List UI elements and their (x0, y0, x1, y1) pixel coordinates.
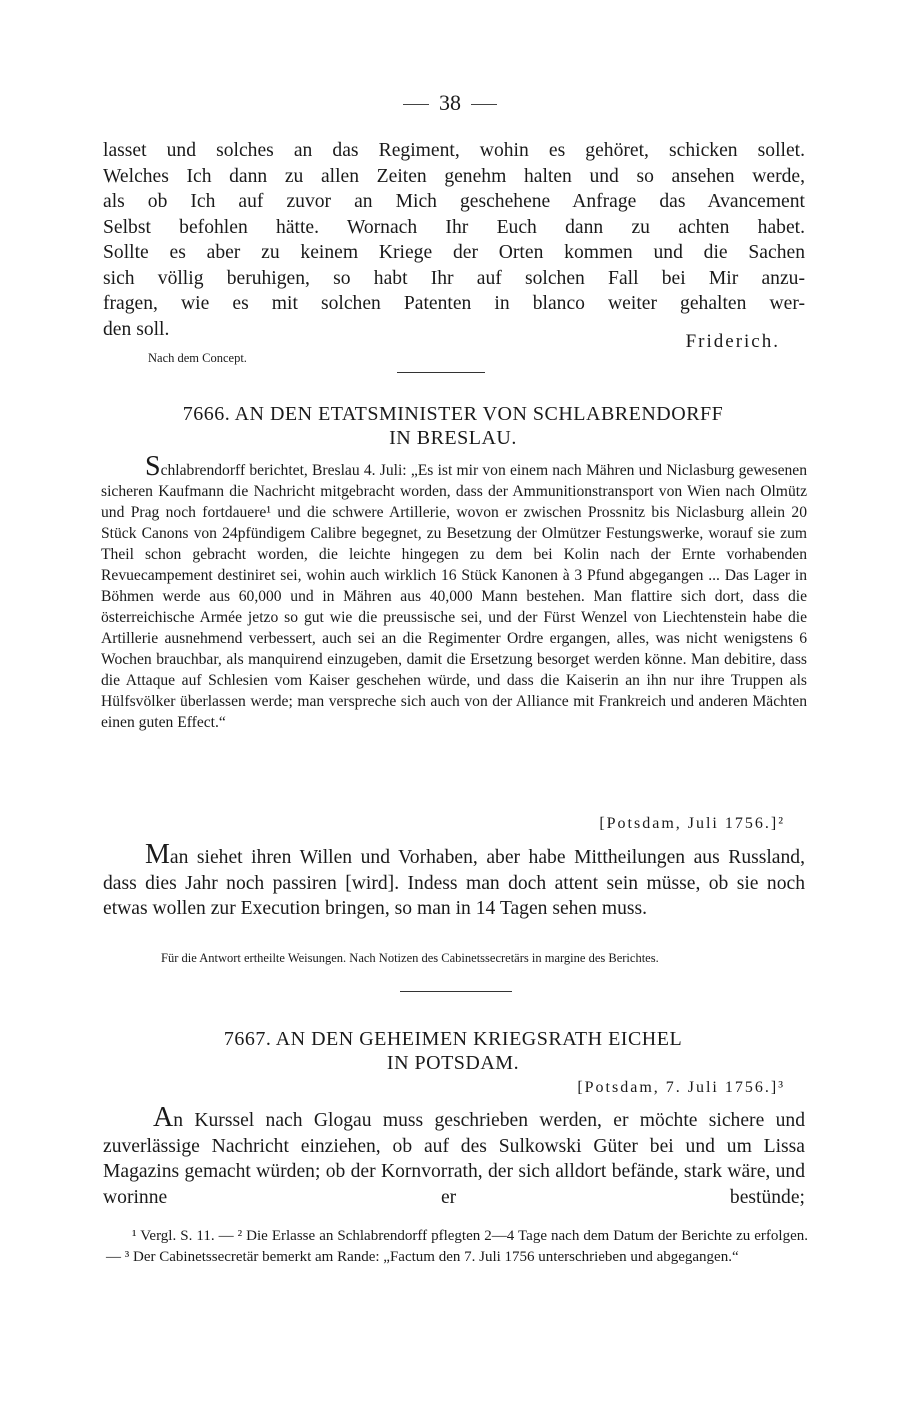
top-letter-line: lasset und solches an das Regiment, wohin es gehöret, schicken sollet. (103, 140, 805, 161)
section-divider (400, 991, 512, 992)
letter-7667-title-line2: IN POTSDAM. (386, 1052, 520, 1074)
source-note: Nach dem Concept. (148, 351, 247, 365)
top-letter-line: Selbst befohlen hätte. Wornach Ihr Euch dann zu achten habet. (103, 216, 805, 238)
top-letter (103, 138, 805, 342)
top-letter-line: fragen, wie es mit solchen Patenten in blanco weiter gehalten wer- (103, 293, 805, 314)
section-divider (397, 372, 485, 373)
page-number: 38 (439, 90, 461, 115)
top-letter-line: sich völlig beruhigen, so habt Ihr auf solchen Fall bei Mir anzu- (103, 267, 805, 289)
letter-7666-body (103, 839, 805, 922)
report-initial: S (145, 451, 161, 482)
top-letter-line: Welches Ich dann zu allen Zeiten genehm halten und so ansehen werde, (103, 165, 805, 187)
letter-7667-text: n Kurssel nach Glogau muss geschrieben werden, er möchte sichere und zuverlässige Nachricht einziehen, ob auf des Sulkowski Güter bei und um Lissa Magazins gemacht würden; ob der Kornvorrath, der sich alldort befände, stark wäre, und worinne er bestünde; (103, 1110, 805, 1208)
report-paragraph (101, 451, 807, 733)
letter-7667-initial: A (153, 1102, 174, 1133)
letter-7666-text: an siehet ihren Willen und Vorhaben, aber habe Mittheilungen aus Russland, dass dies Jahr noch passiren [wird]. Indess man doch attent sein müsse, ob sie noch etwas wollen zur Execution bringen, so man in 14 Tagen sehen muss. (103, 847, 805, 919)
page-number-dash-right (471, 104, 497, 105)
signature: Friderich. (685, 331, 780, 352)
page-number-line (0, 90, 900, 116)
top-letter-line: als ob Ich auf zuvor an Mich geschehene Anfrage das Avancement (103, 191, 805, 212)
letter-7666-title-line2: IN BRESLAU. (389, 427, 517, 449)
letter-7667-paragraph (103, 1102, 805, 1210)
letter-7666-initial: M (145, 839, 170, 870)
footnotes-text: ¹ Vergl. S. 11. — ² Die Erlasse an Schlabrendorff pflegten 2—4 Tage nach dem Datum der Berichte zu erfolgen. — ³ Der Cabinetssecretär bemerkt am Rande: „Factum den 7. Juli 1756 unterschrieben und abgegangen.“ (106, 1228, 808, 1265)
report-text: chlabrendorff berichtet, Breslau 4. Juli: „Es ist mir von einem nach Mähren und Niclasburg gewesenen sicheren Kaufmann die Nachricht mitgebracht worden, dass der Ammunitionstransport von Wien nach Olmütz und Prag noch fortdauere¹ und die schwere Artillerie, wovon er zwischen Prossnitz bis Niclasburg allein 20 Stück Canons von 24pfündigem Calibre begegnet, zu Besetzung der Olmützer Festungswerke, worauf sie zum Theil schon gebracht worden, die leichte hingegen zu dem bei Kolin nach der Ernte vorhabenden Revuecampement destiniret sei, wohin auch wirklich 16 Stück Kanonen à 3 Pfund abgegangen ... Das Lager in Böhmen werde aus 60,000 und in Mähren aus 40,000 Mann bestehen. Man flattire sich dort, dass die österreichische Armée jetzo so gut wie die preussische sei, und der Fürst Wenzel von Liechtenstein habe die Artillerie ausnehmend verbessert, auch sei an die Regimenter Ordre ergangen, alles, was nicht wenigstens 6 Wochen brauchbar, als manquirend einzugeben, damit die Ersetzung besorget werden könne. Man debitire, dass die Attaque auf Schlesien vom Kaiser geschehen würde, und dass die Kaiserin an ihn nur ihre Truppen als Hülfsvölker überlassen werde; man verspreche sich auch von der Alliance mit Frankreich und anderen Mächten einen guten Effect.“ (101, 462, 807, 731)
letter-7666-note-text: Für die Antwort ertheilte Weisungen. Nach Notizen des Cabinetssecretärs in margine des Berichtes. (161, 951, 659, 965)
letter-7666-paragraph (103, 839, 805, 922)
top-letter-line: Sollte es aber zu keinem Kriege der Orten kommen und die Sachen (103, 242, 805, 263)
letter-7666-title-line1: 7666. AN DEN ETATSMINISTER VON SCHLABRENDORFF (182, 403, 724, 425)
letter-7666-dateline: [Potsdam, Juli 1756.]² (599, 815, 785, 832)
letter-7667-title-line1: 7667. AN DEN GEHEIMEN KRIEGSRATH EICHEL (223, 1028, 683, 1050)
letter-7667-body (103, 1102, 805, 1210)
letter-7667-dateline: [Potsdam, 7. Juli 1756.]³ (577, 1079, 785, 1096)
footnotes (106, 1226, 808, 1268)
letter-7666-note (103, 951, 805, 965)
page-number-dash-left (403, 104, 429, 105)
top-letter-last-line: den soll. (103, 318, 170, 340)
letter-7666-report (101, 451, 807, 733)
